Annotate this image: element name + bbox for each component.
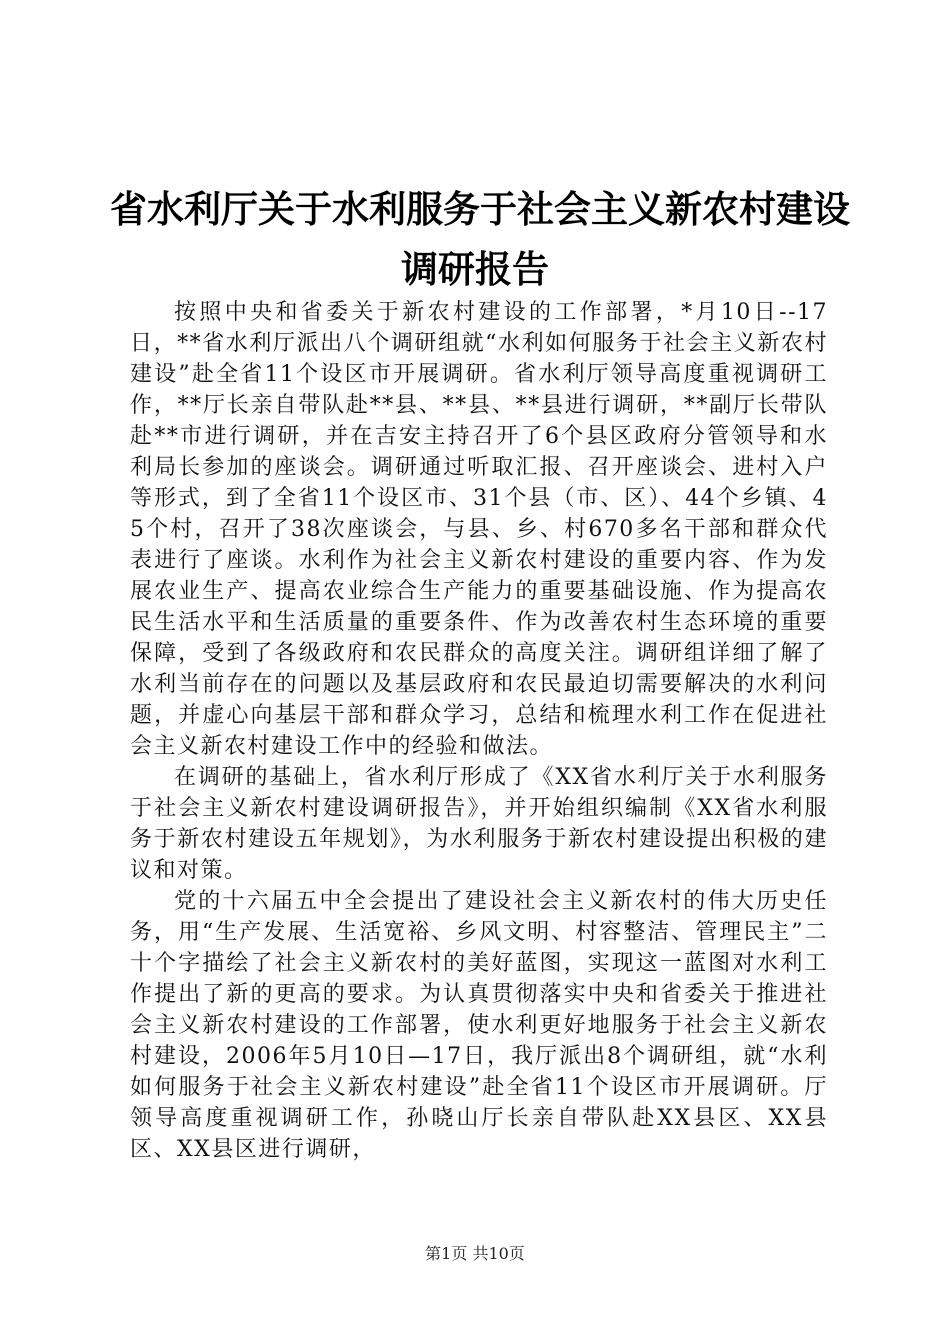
page-number-footer: 第1页 共10页	[425, 1244, 525, 1263]
document-body	[130, 297, 828, 1165]
paragraph-2: 在调研的基础上，省水利厅形成了《XX省水利厅关于水利服务于社会主义新农村建设调研报告》，并开始组织编制《XX省水利服务于新农村建设五年规划》，为水利服务于新农村建设提出积极的建议和对策。	[130, 765, 828, 883]
paragraph-3: 党的十六届五中全会提出了建设社会主义新农村的伟大历史任务，用“生产发展、生活宽裕、乡风文明、村容整洁、管理民主”二十个字描绘了社会主义新农村的美好蓝图，实现这一蓝图对水利工作提出了新的更高的要求。为认真贯彻落实中央和省委关于推进社会主义新农村建设的工作部署，使水利更好地服务于社会主义新农村建设，2006年5月10日—17日，我厅派出8个调研组，就“水利如何服务于社会主义新农村建设”赴全省11个设区市开展调研。厅领导高度重视调研工作，孙晓山厅长亲自带队赴XX县区、XX县区、XX县区进行调研，	[130, 889, 828, 1162]
document-title-line2: 调研报告	[401, 247, 549, 291]
paragraph-1: 按照中央和省委关于新农村建设的工作部署，*月10日--17日，**省水利厅派出八个调研组就“水利如何服务于社会主义新农村建设”赴全省11个设区市开展调研。省水利厅领导高度重视调研工作，**厅长亲自带队赴**县、**县、**县进行调研，**副厅长带队赴**市进行调研，并在吉安主持召开了6个县区政府分管领导和水利局长参加的座谈会。调研通过听取汇报、召开座谈会、进村入户等形式，到了全省11个设区市、31个县（市、区）、44个乡镇、45个村，召开了38次座谈会，与县、乡、村670多名干部和群众代表进行了座谈。水利作为社会主义新农村建设的重要内容、作为发展农业生产、提高农业综合生产能力的重要基础设施、作为提高农民生活水平和生活质量的重要条件、作为改善农村生态环境的重要保障，受到了各级政府和农民群众的高度关注。调研组详细了解了水利当前存在的问题以及基层政府和农民最迫切需要解决的水利问题，并虚心向基层干部和群众学习，总结和梳理水利工作在促进社会主义新农村建设工作中的经验和做法。	[130, 300, 828, 759]
document-title-line1: 省水利厅关于水利服务于社会主义新农村建设	[110, 187, 850, 231]
